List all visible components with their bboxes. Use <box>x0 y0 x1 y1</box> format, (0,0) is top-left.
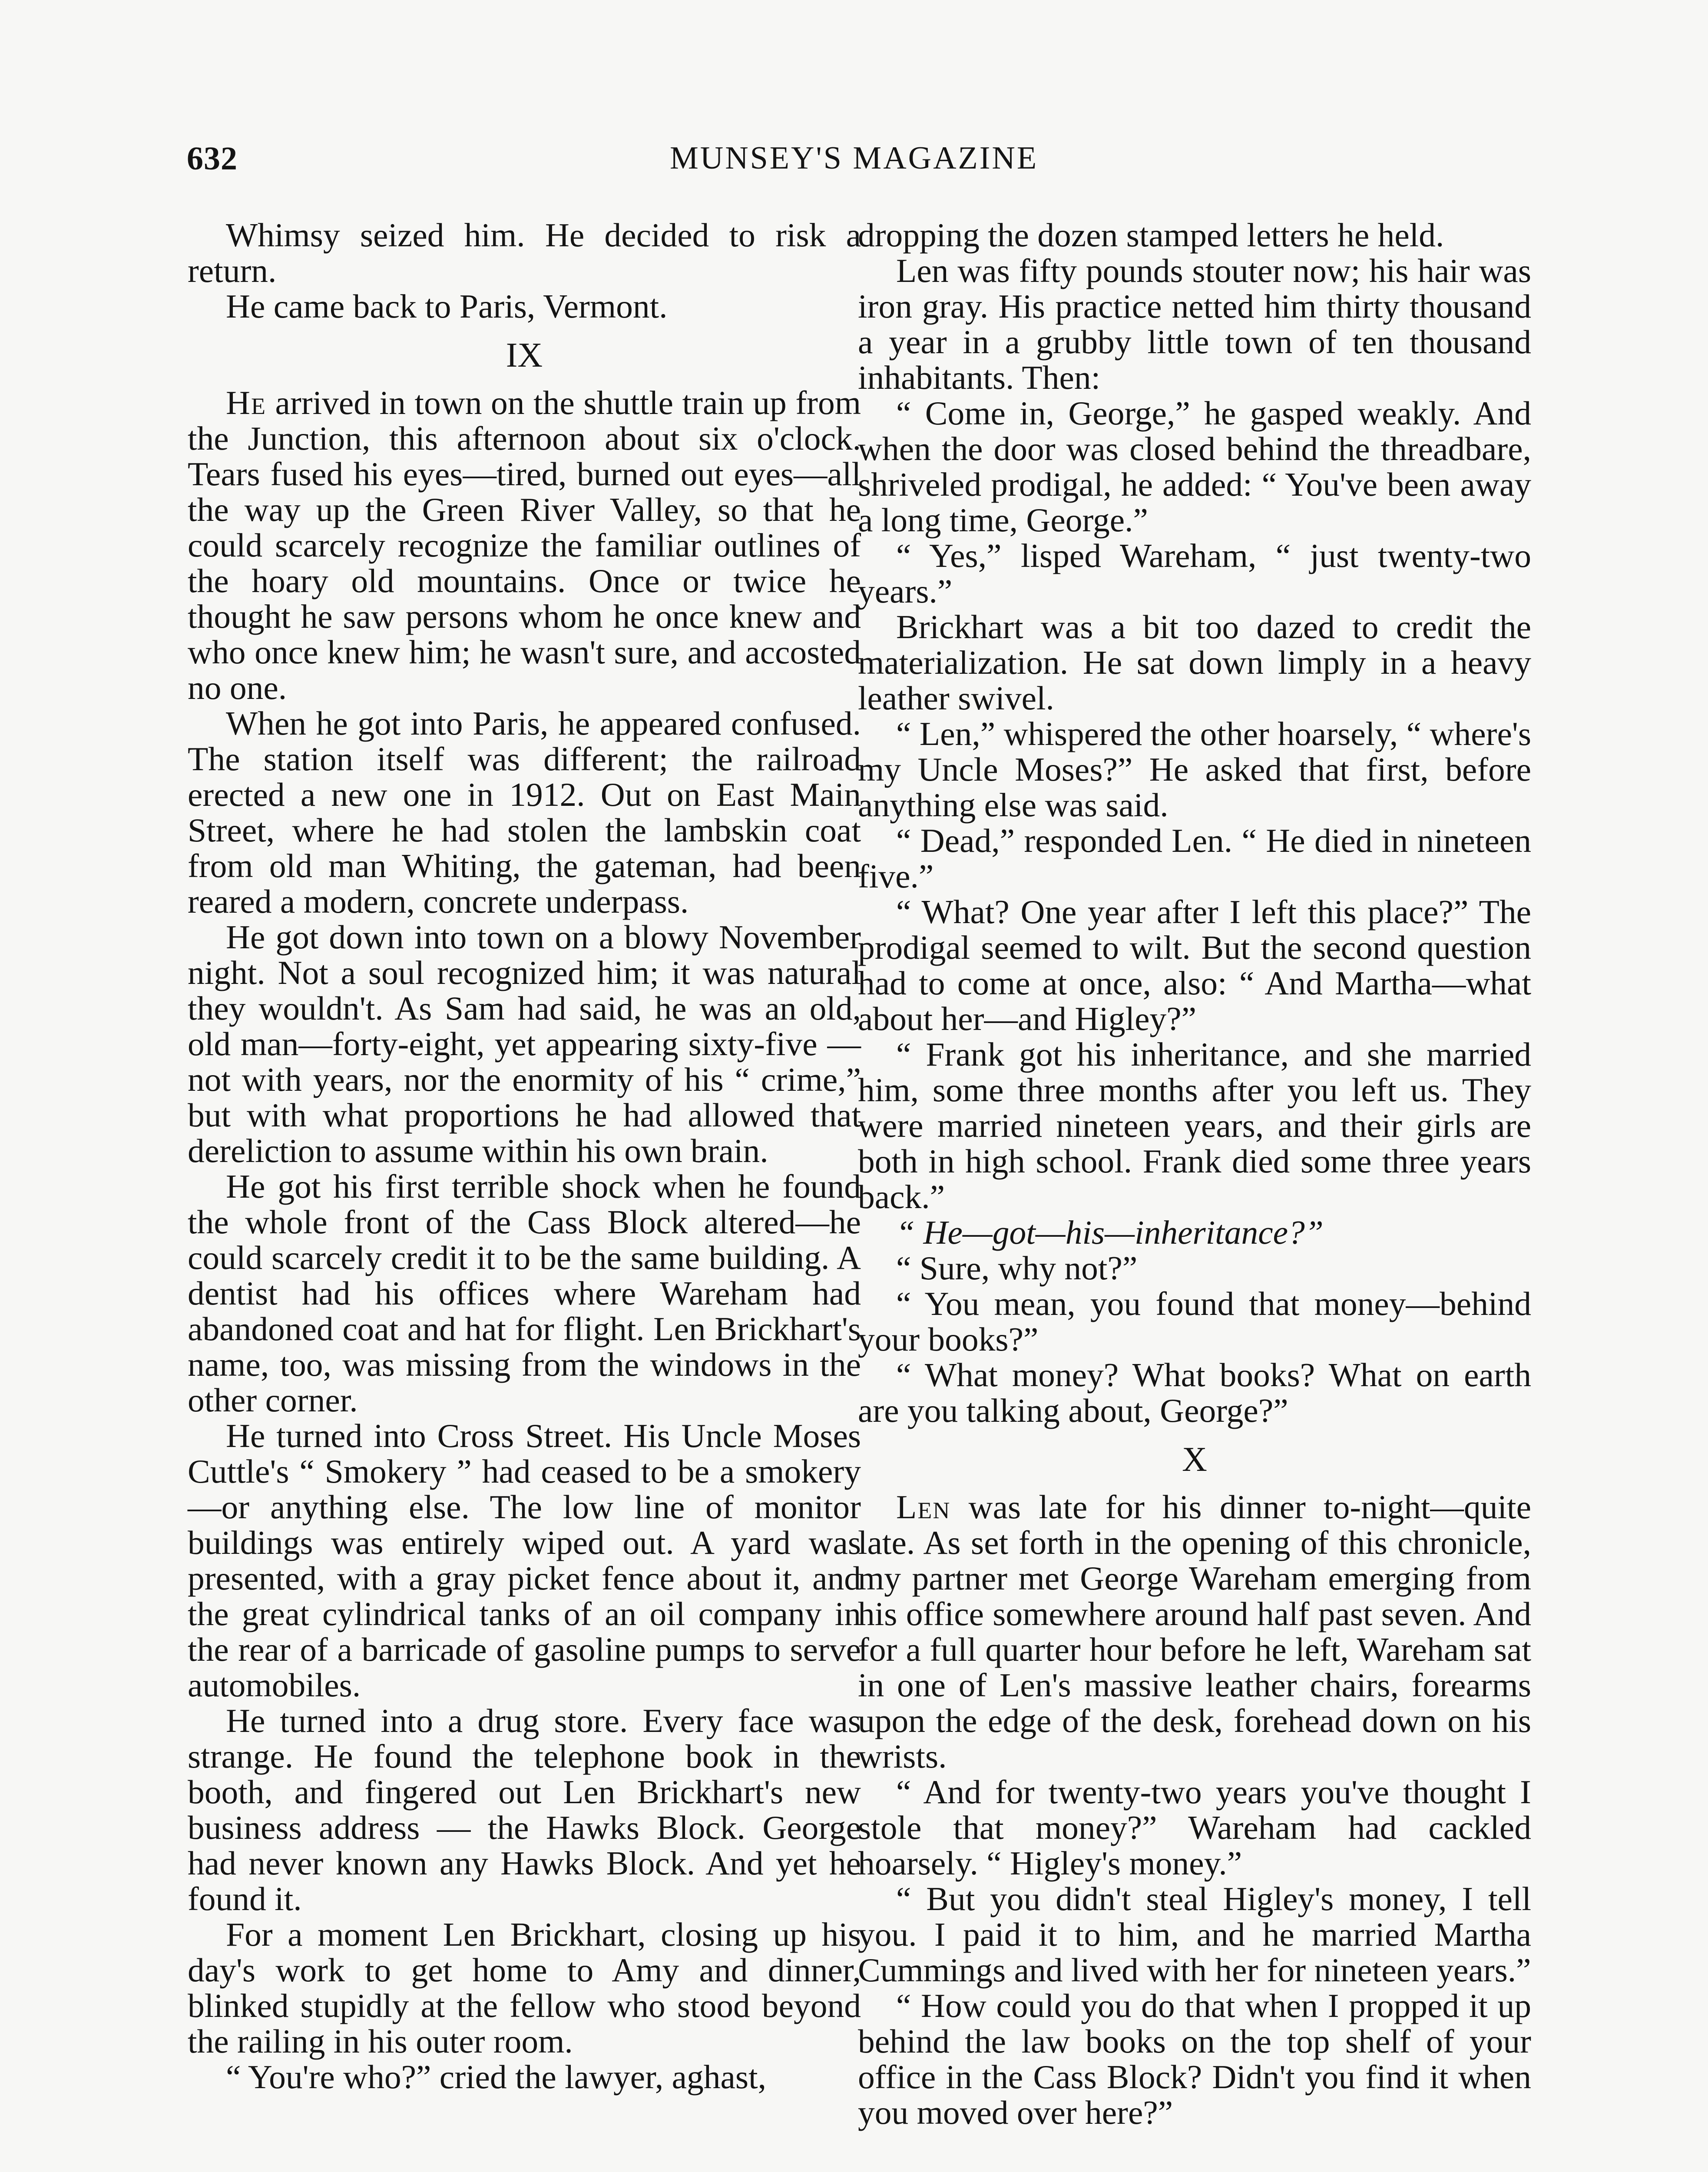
paragraph: He turned into Cross Street. His Uncle Moses Cuttle's “ Smokery ” had ceased to be a smokery—or anything else. The low line of monitor buildings was entirely wiped out. A yard was presented, with a gray picket fence about it, and the great cylindrical tanks of an oil company in the rear of a barricade of gasoline pumps to serve automobiles. <box>188 1417 861 1704</box>
page-header <box>187 140 1521 188</box>
paragraph: “ Frank got his inheritance, and she married him, some three months after you left us. They were married nineteen years, and their girls are both in high school. Frank died some three years back.” <box>858 1036 1531 1215</box>
paragraph-continued: dropping the dozen stamped letters he held. <box>858 216 1444 254</box>
paragraph: “ Dead,” responded Len. “ He died in nineteen five.” <box>858 822 1531 895</box>
paragraph: Whimsy seized him. He decided to risk a return. <box>188 216 861 289</box>
paragraph-body: was late for his dinner to-night—quite late. As set forth in the opening of this chronicle, my partner met George Wareham emerging from his office somewhere around half past seven. And for a full quarter hour before he left, Wareham sat in one of Len's massive leather chairs, forearms upon the edge of the desk, forehead down on his wrists. <box>858 1488 1531 1775</box>
paragraph: “ Sure, why not?” <box>896 1249 1138 1287</box>
paragraph: He got down into town on a blowy November night. Not a soul recognized him; it was natural they wouldn't. As Sam had said, he was an old, old man—forty-eight, yet appearing sixty-five — not with years, nor the enormity of his “ crime,” but with what proportions he had allowed that dereliction to assume within his own brain. <box>188 918 861 1169</box>
paragraph: He got his first terrible shock when he found the whole front of the Cass Block altered—he could scarcely credit it to be the same building. A dentist had his offices where Wareham had abandoned coat and hat for flight. Len Brickhart's name, too, was missing from the windows in the other corner. <box>188 1168 861 1419</box>
paragraph: When he got into Paris, he appeared confused. The station itself was different; the railroad erected a new one in 1912. Out on East Main Street, where he had stolen the lambskin coat from old man Whiting, the gateman, had been reared a modern, concrete underpass. <box>188 705 861 920</box>
paragraph-lead: Len <box>896 1488 951 1526</box>
paragraph <box>858 1489 1531 1774</box>
paragraph-body: arrived in town on the shuttle train up from the Junction, this afternoon about six o'clock. Tears fused his eyes—tired, burned out eyes—all the way up the Green River Valley, so that he could scarcely recognize the familiar outlines of the hoary old mountains. Once or twice he thought he saw persons whom he once knew and who once knew him; he wasn't sure, and accosted no one. <box>188 384 861 706</box>
paragraph: “ Len,” whispered the other hoarsely, “ where's my Uncle Moses?” He asked that first, before anything else was said. <box>858 715 1531 824</box>
section-heading-ix: IX <box>506 336 543 374</box>
paragraph: Brickhart was a bit too dazed to credit the materialization. He sat down limply in a heavy leather swivel. <box>858 608 1531 717</box>
paragraph-lead: He <box>226 384 266 421</box>
paragraph <box>188 385 861 705</box>
paragraph: “ Yes,” lisped Wareham, “ just twenty-two years.” <box>858 537 1531 610</box>
paragraph: For a moment Len Brickhart, closing up his day's work to get home to Amy and dinner, blinked stupidly at the fellow who stood beyond the railing in his outer room. <box>188 1916 861 2060</box>
paragraph: He came back to Paris, Vermont. <box>226 288 668 325</box>
running-title: MUNSEY'S MAGAZINE <box>669 140 1039 176</box>
section-heading-x: X <box>1182 1440 1207 1479</box>
paragraph: “ But you didn't steal Higley's money, I tell you. I paid it to him, and he married Martha Cummings and lived with her for nineteen years.” <box>858 1880 1531 1989</box>
paragraph: “ Come in, George,” he gasped weakly. And when the door was closed behind the threadbare, shriveled prodigal, he added: “ You've been away a long time, George.” <box>858 394 1531 539</box>
right-column <box>858 217 1531 2130</box>
paragraph: “ What? One year after I left this place?” The prodigal seemed to wilt. But the second question had to come at once, also: “ And Martha—what about her—and Higley?” <box>858 893 1531 1037</box>
left-column <box>188 217 861 2095</box>
paragraph: He turned into a drug store. Every face was strange. He found the telephone book in the booth, and fingered out Len Brickhart's new business address — the Hawks Block. George had never known any Hawks Block. And yet he found it. <box>188 1702 861 1917</box>
paragraph: “ He—got—his—inheritance?” <box>896 1214 1324 1251</box>
paragraph: “ What money? What books? What on earth are you talking about, George?” <box>858 1356 1531 1429</box>
paragraph: Len was fifty pounds stouter now; his hair was iron gray. His practice netted him thirty thousand a year in a grubby little town of ten thousand inhabitants. Then: <box>858 252 1531 396</box>
paragraph: “ And for twenty-two years you've thought I stole that money?” Wareham had cackled hoarsely. “ Higley's money.” <box>858 1773 1531 1882</box>
paragraph: “ You're who?” cried the lawyer, aghast, <box>226 2058 766 2096</box>
paragraph: “ You mean, you found that money—behind your books?” <box>858 1285 1531 1358</box>
page-number: 632 <box>187 140 238 177</box>
paragraph: “ How could you do that when I propped it up behind the law books on the top shelf of your office in the Cass Block? Didn't you find it when you moved over here?” <box>858 1987 1531 2131</box>
